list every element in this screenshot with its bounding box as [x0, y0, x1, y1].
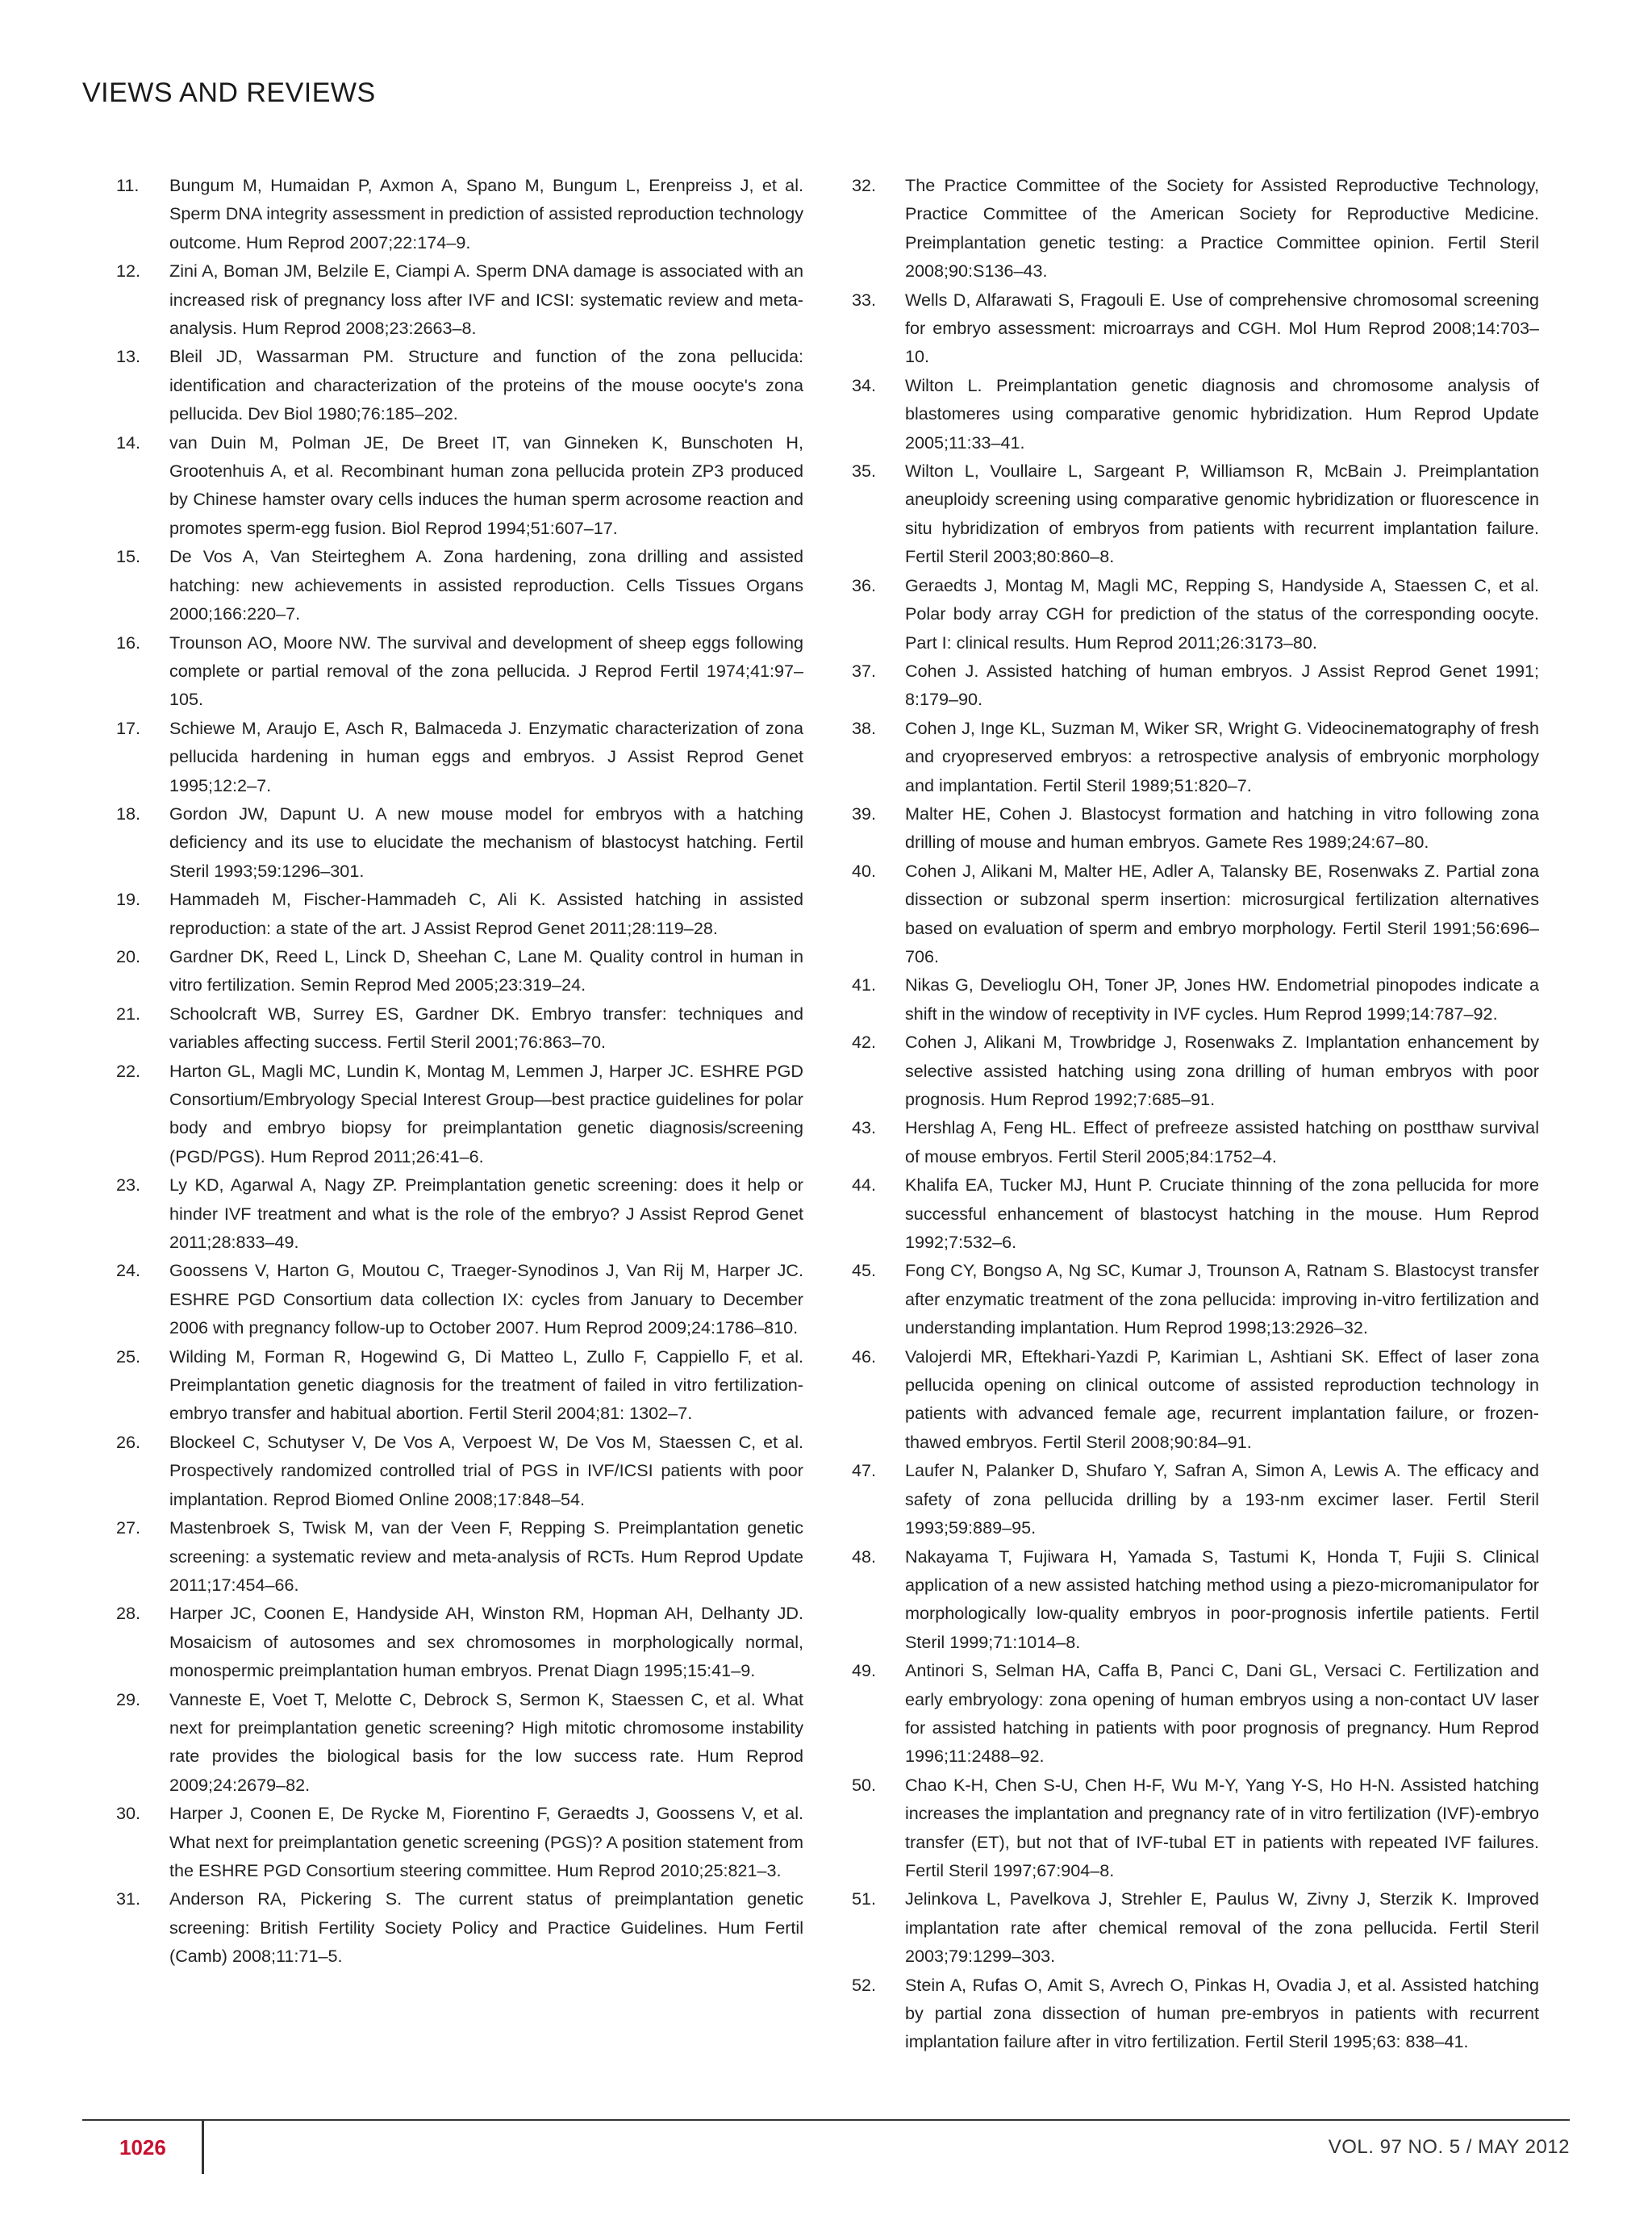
reference-number: 17.: [116, 717, 141, 738]
reference-number: 49.: [852, 1660, 877, 1681]
reference-number: 26.: [116, 1431, 141, 1452]
reference-number: 44.: [852, 1175, 877, 1196]
reference-number: 29.: [116, 1688, 141, 1709]
reference-text: Wells D, Alfarawati S, Fragouli E. Use of comprehensive chromosomal screening for embryo assessment: microarrays and CGH. Mol Hum Reprod 2008;14:703–10.: [905, 289, 1539, 367]
reference-item: [118, 1799, 803, 1884]
footer-divider: [202, 2119, 204, 2174]
footer-rule: [82, 2119, 1570, 2121]
reference-text: Bungum M, Humaidan P, Axmon A, Spano M, Bungum L, Erenpreiss J, et al. Sperm DNA integrity assessment in prediction of assisted reproduction technology outcome. Hum Reprod 2007;22:174–9.: [169, 175, 803, 252]
reference-number: 47.: [852, 1460, 877, 1481]
reference-item: [118, 1685, 803, 1800]
reference-text: Mastenbroek S, Twisk M, van der Veen F, Repping S. Preimplantation genetic screening: a systematic review and meta-analysis of RCTs. Hum Reprod Update 2011;17:454–66.: [169, 1517, 803, 1595]
reference-item: [853, 1771, 1539, 1885]
reference-text: Vanneste E, Voet T, Melotte C, Debrock S, Sermon K, Staessen C, et al. What next for preimplantation genetic screening? High mitotic chromosome instability rate provides the biological basis for the low success rate. Hum Reprod 2009;24:2679–82.: [169, 1688, 803, 1795]
reference-number: 43.: [852, 1117, 877, 1138]
reference-item: [118, 1599, 803, 1684]
reference-number: 30.: [116, 1803, 141, 1824]
reference-number: 37.: [852, 660, 877, 681]
reference-text: De Vos A, Van Steirteghem A. Zona hardening, zona drilling and assisted hatching: new achievements in assisted reproduction. Cells Tissues Organs 2000;166:220–7.: [169, 546, 803, 624]
reference-number: 16.: [116, 632, 141, 653]
reference-number: 45.: [852, 1260, 877, 1281]
reference-item: [853, 1456, 1539, 1542]
reference-text: Gardner DK, Reed L, Linck D, Sheehan C, Lane M. Quality control in human in vitro fertilization. Semin Reprod Med 2005;23:319–24.: [169, 945, 803, 995]
reference-item: [118, 171, 803, 257]
reference-text: Geraedts J, Montag M, Magli MC, Repping S, Handyside A, Staessen C, et al. Polar body array CGH for prediction of the status of the corresponding oocyte. Part I: clinical results. Hum Reprod 2011;26:3173–80.: [905, 574, 1539, 653]
reference-text: Cohen J. Assisted hatching of human embryos. J Assist Reprod Genet 1991; 8:179–90.: [905, 660, 1539, 710]
reference-number: 34.: [852, 374, 877, 395]
reference-item: [118, 1513, 803, 1599]
reference-text: Nakayama T, Fujiwara H, Yamada S, Tastumi K, Honda T, Fujii S. Clinical application of a new assisted hatching method using a piezo-micromanipulator for morphologically low-quality embryos in poor-prognosis infertile patients. Fertil Steril 1999;71:1014–8.: [905, 1546, 1539, 1652]
reference-text: Wilding M, Forman R, Hogewind G, Di Matteo L, Zullo F, Cappiello F, et al. Preimplantation genetic diagnosis for the treatment of failed in vitro fertilization-embryo transfer and habitual abortion. Fertil Steril 2004;81: 1302–7.: [169, 1346, 803, 1424]
reference-number: 11.: [116, 175, 140, 195]
reference-number: 35.: [852, 461, 877, 482]
reference-number: 15.: [116, 546, 141, 567]
reference-item: [118, 257, 803, 342]
reference-item: [853, 1113, 1539, 1171]
reference-item: [118, 342, 803, 428]
reference-text: van Duin M, Polman JE, De Breet IT, van Ginneken K, Bunschoten H, Grootenhuis A, et al. Recombinant human zona pellucida protein ZP3 produced by Chinese hamster ovary cells induces the human sperm acrosome reaction and promotes sperm-egg fusion. Biol Reprod 1994;51:607–17.: [169, 432, 803, 538]
reference-text: Chao K-H, Chen S-U, Chen H-F, Wu M-Y, Yang Y-S, Ho H-N. Assisted hatching increases the implantation and pregnancy rate of in vitro fertilization (IVF)-embryo transfer (ET), but not that of IVF-tubal ET in patients with repeated IVF failures. Fertil Steril 1997;67:904–8.: [905, 1774, 1539, 1880]
reference-number: 33.: [852, 289, 877, 310]
reference-text: Cohen J, Alikani M, Trowbridge J, Rosenwaks Z. Implantation enhancement by selective assisted hatching using zona drilling of human embryos with poor prognosis. Hum Reprod 1992;7:685–91.: [905, 1032, 1539, 1109]
reference-text: Harper J, Coonen E, De Rycke M, Fiorentino F, Geraedts J, Goossens V, et al. What next for preimplantation genetic screening (PGS)? A position statement from the ESHRE PGD Consortium steering committee. Hum Reprod 2010;25:821–3.: [169, 1803, 803, 1880]
reference-text: Cohen J, Alikani M, Malter HE, Adler A, Talansky BE, Rosenwaks Z. Partial zona dissection or subzonal sperm insertion: microsurgical fertilization alternatives based on evaluation of sperm and embryo morphology. Fertil Steril 1991;56:696–706.: [905, 860, 1539, 966]
reference-text: Cohen J, Inge KL, Suzman M, Wiker SR, Wright G. Videocinematography of fresh and cryopreserved embryos: a retrospective analysis of embryonic morphology and implantation. Fertil Steril 1989;51:820–7.: [905, 717, 1539, 795]
reference-text: Stein A, Rufas O, Amit S, Avrech O, Pinkas H, Ovadia J, et al. Assisted hatching by partial zona dissection of human pre-embryos in patients with recurrent implantation failure after in vitro fertilization. Fertil Steril 1995;63: 838–41.: [905, 1974, 1539, 2052]
reference-number: 12.: [116, 261, 141, 282]
reference-item: [853, 1542, 1539, 1657]
journal-issue: VOL. 97 NO. 5 / MAY 2012: [1328, 2136, 1570, 2158]
reference-item: [853, 1656, 1539, 1771]
references-right-column: [853, 171, 1539, 2056]
reference-item: [118, 628, 803, 714]
reference-item: [118, 1342, 803, 1428]
reference-item: [853, 571, 1539, 657]
reference-item: [853, 1342, 1539, 1457]
reference-number: 42.: [852, 1032, 877, 1053]
reference-item: [853, 286, 1539, 371]
reference-number: 32.: [852, 175, 877, 195]
reference-item: [853, 1171, 1539, 1256]
reference-item: [118, 1428, 803, 1513]
reference-number: 51.: [852, 1888, 877, 1909]
reference-item: [118, 542, 803, 628]
reference-item: [853, 1884, 1539, 1970]
reference-text: Harper JC, Coonen E, Handyside AH, Winston RM, Hopman AH, Delhanty JD. Mosaicism of autosomes and sex chromosomes in morphologically normal, monospermic preimplantation human embryos. Prenat Diagn 1995;15:41–9.: [169, 1603, 803, 1681]
reference-number: 23.: [116, 1175, 141, 1196]
reference-text: Wilton L. Preimplantation genetic diagnosis and chromosome analysis of blastomeres using comparative genomic hybridization. Hum Reprod Update 2005;11:33–41.: [905, 374, 1539, 453]
reference-text: Ly KD, Agarwal A, Nagy ZP. Preimplantation genetic screening: does it help or hinder IVF treatment and what is the role of the embryo? J Assist Reprod Genet 2011;28:833–49.: [169, 1175, 803, 1253]
reference-number: 31.: [116, 1888, 141, 1909]
reference-item: [118, 1057, 803, 1171]
reference-number: 50.: [852, 1774, 877, 1795]
reference-text: Trounson AO, Moore NW. The survival and development of sheep eggs following complete or partial removal of the zona pellucida. J Reprod Fertil 1974;41:97–105.: [169, 632, 803, 710]
reference-item: [853, 857, 1539, 971]
reference-item: [853, 1971, 1539, 2056]
section-label: VIEWS AND REVIEWS: [82, 77, 376, 108]
reference-item: [853, 799, 1539, 857]
reference-text: Laufer N, Palanker D, Shufaro Y, Safran A, Simon A, Lewis A. The efficacy and safety of zona pellucida drilling by a 193-nm excimer laser. Fertil Steril 1993;59:889–95.: [905, 1460, 1539, 1538]
reference-number: 28.: [116, 1603, 141, 1624]
reference-text: Schoolcraft WB, Surrey ES, Gardner DK. Embryo transfer: techniques and variables affecting success. Fertil Steril 2001;76:863–70.: [169, 1003, 803, 1053]
reference-text: Wilton L, Voullaire L, Sargeant P, Williamson R, McBain J. Preimplantation aneuploidy screening using comparative genomic hybridization or fluorescence in situ hybridization of embryos from patients with recurrent implantation failure. Fertil Steril 2003;80:860–8.: [905, 461, 1539, 567]
reference-number: 27.: [116, 1517, 141, 1538]
reference-item: [853, 1028, 1539, 1113]
reference-item: [118, 1256, 803, 1342]
reference-item: [118, 885, 803, 942]
reference-number: 24.: [116, 1260, 141, 1281]
reference-item: [853, 457, 1539, 571]
reference-number: 39.: [852, 803, 877, 824]
reference-item: [118, 942, 803, 999]
reference-number: 22.: [116, 1060, 141, 1081]
reference-text: Hammadeh M, Fischer-Hammadeh C, Ali K. Assisted hatching in assisted reproduction: a state of the art. J Assist Reprod Genet 2011;28:119–28.: [169, 889, 803, 938]
reference-text: Gordon JW, Dapunt U. A new mouse model for embryos with a hatching deficiency and its use to elucidate the mechanism of blastocyst hatching. Fertil Steril 1993;59:1296–301.: [169, 803, 803, 881]
reference-text: Harton GL, Magli MC, Lundin K, Montag M, Lemmen J, Harper JC. ESHRE PGD Consortium/Embryology Special Interest Group—best practice guidelines for polar body and embryo biopsy for preimplantation genetic diagnosis/screening (PGD/PGS). Hum Reprod 2011;26:41–6.: [169, 1060, 803, 1166]
reference-item: [853, 1256, 1539, 1342]
reference-text: Bleil JD, Wassarman PM. Structure and function of the zona pellucida: identification and characterization of the proteins of the mouse oocyte's zona pellucida. Dev Biol 1980;76:185–202.: [169, 346, 803, 424]
reference-number: 20.: [116, 945, 141, 966]
reference-number: 41.: [852, 974, 877, 995]
reference-text: Goossens V, Harton G, Moutou C, Traeger-Synodinos J, Van Rij M, Harper JC. ESHRE PGD Consortium data collection IX: cycles from January to December 2006 with pregnancy follow-up to October 2007. Hum Reprod 2009;24:1786–810.: [169, 1260, 803, 1338]
reference-item: [853, 171, 1539, 286]
page-number: 1026: [119, 2135, 166, 2159]
reference-text: Antinori S, Selman HA, Caffa B, Panci C, Dani GL, Versaci C. Fertilization and early embryology: zona opening of human embryos using a non-contact UV laser for assisted hatching in patients with poor prognosis of pregnancy. Hum Reprod 1996;11:2488–92.: [905, 1660, 1539, 1767]
reference-item: [853, 714, 1539, 799]
reference-number: 48.: [852, 1546, 877, 1567]
reference-item: [118, 714, 803, 799]
reference-item: [118, 428, 803, 543]
reference-number: 14.: [116, 432, 141, 453]
reference-text: Hershlag A, Feng HL. Effect of prefreeze assisted hatching on postthaw survival of mouse embryos. Fertil Steril 2005;84:1752–4.: [905, 1117, 1539, 1166]
reference-number: 38.: [852, 717, 877, 738]
reference-item: [118, 1171, 803, 1256]
reference-text: Schiewe M, Araujo E, Asch R, Balmaceda J. Enzymatic characterization of zona pellucida hardening in human eggs and embryos. J Assist Reprod Genet 1995;12:2–7.: [169, 717, 803, 795]
reference-item: [853, 371, 1539, 457]
reference-number: 18.: [116, 803, 141, 824]
reference-item: [118, 999, 803, 1057]
reference-number: 52.: [852, 1974, 877, 1995]
reference-number: 21.: [116, 1003, 141, 1024]
reference-text: Anderson RA, Pickering S. The current status of preimplantation genetic screening: British Fertility Society Policy and Practice Guidelines. Hum Fertil (Camb) 2008;11:71–5.: [169, 1888, 803, 1967]
reference-number: 19.: [116, 889, 141, 910]
reference-item: [118, 1884, 803, 1970]
reference-item: [853, 657, 1539, 714]
references-left-column: [118, 171, 803, 1971]
reference-text: Blockeel C, Schutyser V, De Vos A, Verpoest W, De Vos M, Staessen C, et al. Prospectively randomized controlled trial of PGS in IVF/ICSI patients with poor implantation. Reprod Biomed Online 2008;17:848–54.: [169, 1431, 803, 1509]
reference-text: Zini A, Boman JM, Belzile E, Ciampi A. Sperm DNA damage is associated with an increased risk of pregnancy loss after IVF and ICSI: systematic review and meta-analysis. Hum Reprod 2008;23:2663–8.: [169, 261, 803, 339]
reference-number: 36.: [852, 574, 877, 595]
reference-text: Jelinkova L, Pavelkova J, Strehler E, Paulus W, Zivny J, Sterzik K. Improved implantation rate after chemical removal of the zona pellucida. Fertil Steril 2003;79:1299–303.: [905, 1888, 1539, 1967]
reference-text: The Practice Committee of the Society for Assisted Reproductive Technology, Practice Committee of the American Society for Reproductive Medicine. Preimplantation genetic testing: a Practice Committee opinion. Fertil Steril 2008;90:S136–43.: [905, 175, 1539, 282]
reference-text: Khalifa EA, Tucker MJ, Hunt P. Cruciate thinning of the zona pellucida for more successful enhancement of blastocyst hatching in the mouse. Hum Reprod 1992;7:532–6.: [905, 1175, 1539, 1253]
reference-text: Fong CY, Bongso A, Ng SC, Kumar J, Trounson A, Ratnam S. Blastocyst transfer after enzymatic treatment of the zona pellucida: improving in-vitro fertilization and understanding implantation. Hum Reprod 1998;13:2926–32.: [905, 1260, 1539, 1338]
reference-item: [118, 799, 803, 885]
reference-item: [853, 970, 1539, 1028]
reference-text: Nikas G, Develioglu OH, Toner JP, Jones HW. Endometrial pinopodes indicate a shift in the window of receptivity in IVF cycles. Hum Reprod 1999;14:787–92.: [905, 974, 1539, 1024]
reference-text: Valojerdi MR, Eftekhari-Yazdi P, Karimian L, Ashtiani SK. Effect of laser zona pellucida opening on clinical outcome of assisted reproduction technology in patients with advanced female age, recurrent implantation failure, or frozen-thawed embryos. Fertil Steril 2008;90:84–91.: [905, 1346, 1539, 1452]
reference-number: 13.: [116, 346, 141, 367]
reference-number: 25.: [116, 1346, 141, 1367]
reference-number: 40.: [852, 860, 877, 881]
reference-text: Malter HE, Cohen J. Blastocyst formation and hatching in vitro following zona drilling of mouse and human embryos. Gamete Res 1989;24:67–80.: [905, 803, 1539, 853]
reference-number: 46.: [852, 1346, 877, 1367]
